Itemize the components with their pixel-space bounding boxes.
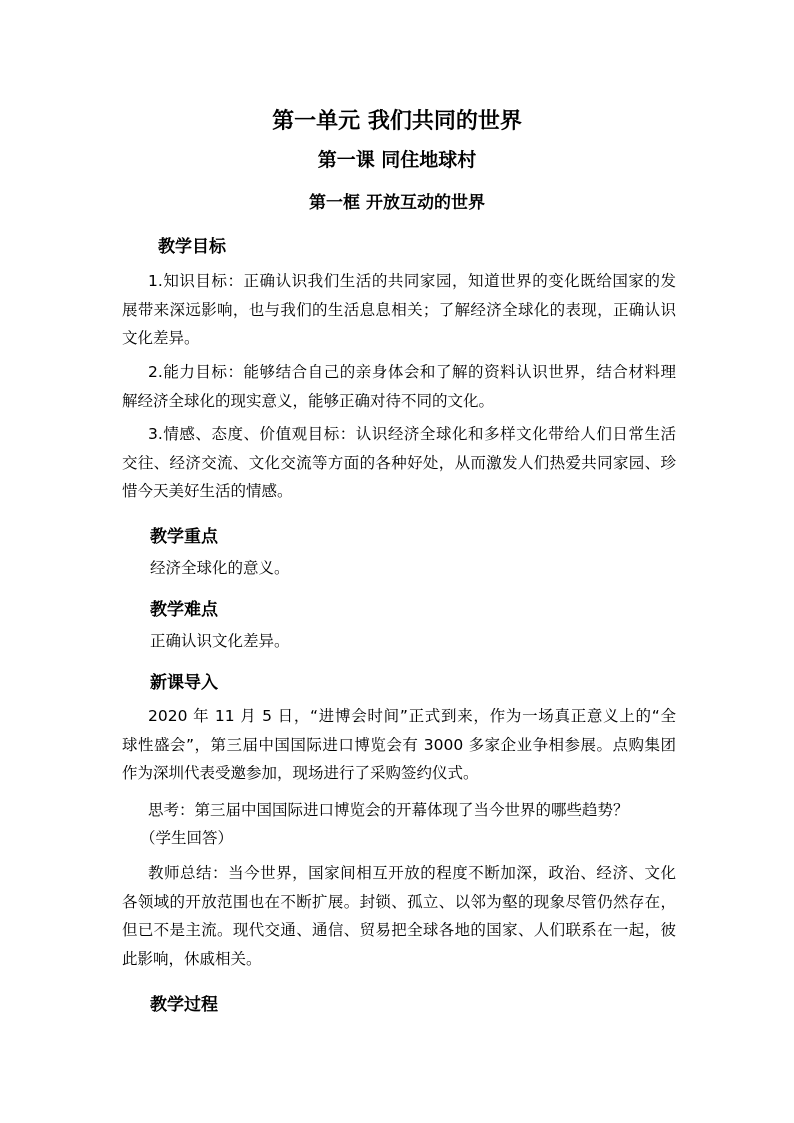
frame-title: 第一框 开放互动的世界: [309, 193, 485, 213]
line: 3.情感、态度、价值观目标：认识经济全球化和多样文化带给人们日常生活: [148, 425, 676, 443]
line: 解经济全球化的现实意义，能够正确对待不同的文化。: [122, 391, 495, 410]
line: 展带来深远影响，也与我们的生活息息相关；了解经济全球化的表现，正确认识: [122, 300, 676, 319]
goals-heading: 教学目标: [158, 237, 226, 257]
intro-text: [122, 702, 676, 788]
line: （学生回答）: [140, 829, 234, 847]
goal-ability: [122, 358, 676, 415]
process-heading: 教学过程: [150, 995, 218, 1015]
key-heading: 教学重点: [150, 527, 218, 547]
line: 正确认识文化差异。: [150, 632, 290, 650]
difficult-text: [150, 627, 704, 656]
difficult-heading: 教学难点: [150, 600, 218, 620]
intro-heading: 新课导入: [150, 673, 218, 693]
lesson-title: 第一课 同住地球村: [317, 149, 477, 171]
teacher-summary: [122, 859, 676, 973]
line: 此影响，休戚相关。: [122, 949, 262, 968]
line: 交往、经济交流、文化交流等方面的各种好处，从而激发人们热爱共同家园、珍: [122, 453, 676, 472]
line: 经济全球化的意义。: [150, 559, 290, 577]
student-answer: [140, 824, 694, 853]
line: 教师总结：当今世界，国家间相互开放的程度不断加深，政治、经济、文化: [148, 864, 676, 882]
line: 各领域的开放范围也在不断扩展。封锁、孤立、以邻为壑的现象尽管仍然存在，: [122, 892, 676, 911]
goal-knowledge: [122, 267, 676, 353]
line: 但已不是主流。现代交通、通信、贸易把全球各地的国家、人们联系在一起，彼: [122, 921, 676, 939]
line: 思考：第三届中国国际进口博览会的开幕体现了当今世界的哪些趋势？: [148, 801, 629, 819]
line: 2.能力目标：能够结合自己的亲身体会和了解的资料认识世界，结合材料理: [148, 363, 676, 381]
key-text: [150, 554, 704, 583]
line: 1.知识目标：正确认识我们生活的共同家园，知道世界的变化既给国家的发: [148, 272, 676, 290]
line: 2020 年 11 月 5 日，“进博会时间”正式到来，作为一场真正意义上的“全: [148, 707, 676, 725]
goal-emotion: [122, 420, 676, 506]
line: 球性盛会”，第三届中国国际进口博览会有 3000 多家企业争相参展。点购集团: [122, 735, 676, 754]
line: 惜今天美好生活的情感。: [122, 482, 293, 500]
line: 文化差异。: [122, 329, 200, 347]
think-question: [122, 796, 676, 825]
unit-title: 第一单元 我们共同的世界: [272, 109, 522, 134]
line: 作为深圳代表受邀参加，现场进行了采购签约仪式。: [122, 764, 479, 782]
